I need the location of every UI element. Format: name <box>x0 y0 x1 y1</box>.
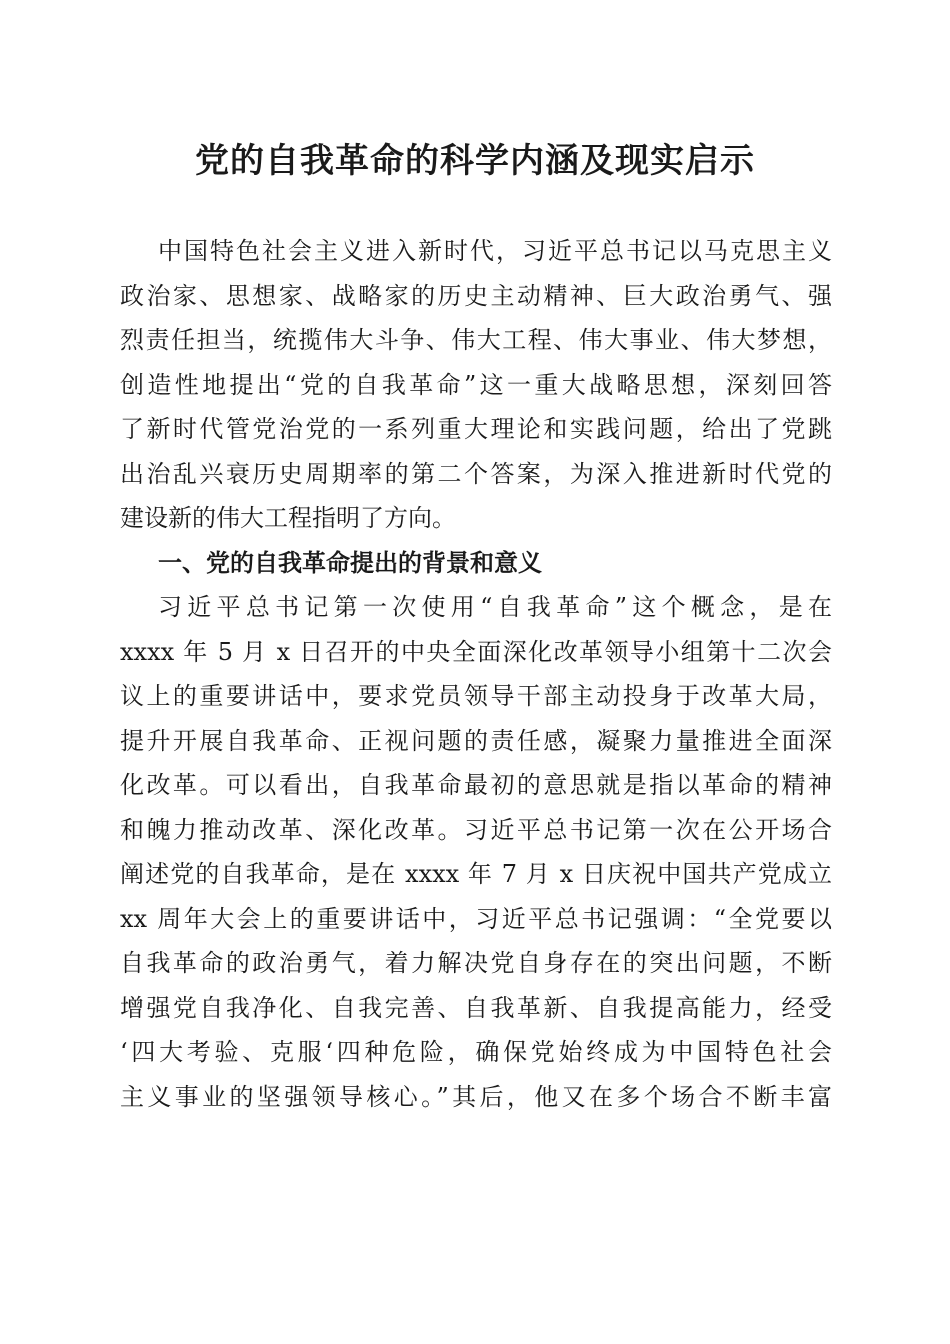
text-line: 自我革命的政治勇气，着力解决党自身存在的突出问题，不断 <box>120 949 832 977</box>
paragraph-background <box>120 585 832 1119</box>
text-line: 提升开展自我革命、正视问题的责任感，凝聚力量推进全面深 <box>120 726 832 755</box>
document-body <box>120 229 832 1119</box>
text-line: 出治乱兴衰历史周期率的第二个答案，为深入推进新时代党的 <box>120 459 832 488</box>
text-line: 中国特色社会主义进入新时代，习近平总书记以马克思主义 <box>158 237 832 265</box>
text-line: ‘四大考验、克服‘四种危险，确保党始终成为中国特色社会 <box>120 1038 832 1066</box>
text-line: 建设新的伟大工程指明了方向。 <box>120 504 456 532</box>
text-line: 政治家、思想家、战略家的历史主动精神、巨大政治勇气、强 <box>120 281 832 310</box>
text-line: 增强党自我净化、自我完善、自我革新、自我提高能力，经受 <box>120 993 832 1022</box>
text-line: 习近平总书记第一次使用“自我革命”这个概念，是在 <box>158 593 832 621</box>
text-line: 创造性地提出“党的自我革命”这一重大战略思想，深刻回答 <box>120 370 832 399</box>
text-line: 阐述党的自我革命，是在 xxxx 年 7 月 x 日庆祝中国共产党成立 <box>120 860 832 888</box>
text-line: 烈责任担当，统揽伟大斗争、伟大工程、伟大事业、伟大梦想， <box>120 326 832 354</box>
text-line: 主义事业的坚强领导核心。”其后，他又在多个场合不断丰富 <box>120 1082 832 1111</box>
text-line: 化改革。可以看出，自我革命最初的意思就是指以革命的精神 <box>120 771 832 799</box>
document-title: 党的自我革命的科学内涵及现实启示 <box>195 141 755 181</box>
text-line: xx 周年大会上的重要讲话中，习近平总书记强调：“全党要以 <box>120 904 832 933</box>
text-line: 议上的重要讲话中，要求党员领导干部主动投身于改革大局， <box>120 682 832 710</box>
text-line: 了新时代管党治党的一系列重大理论和实践问题，给出了党跳 <box>120 415 832 443</box>
section-heading: 一、党的自我革命提出的背景和意义 <box>158 548 542 577</box>
text-line: xxxx 年 5 月 x 日召开的中央全面深化改革领导小组第十二次会 <box>120 637 832 666</box>
paragraph-intro <box>120 229 832 541</box>
text-line: 和魄力推动改革、深化改革。习近平总书记第一次在公开场合 <box>120 815 832 844</box>
